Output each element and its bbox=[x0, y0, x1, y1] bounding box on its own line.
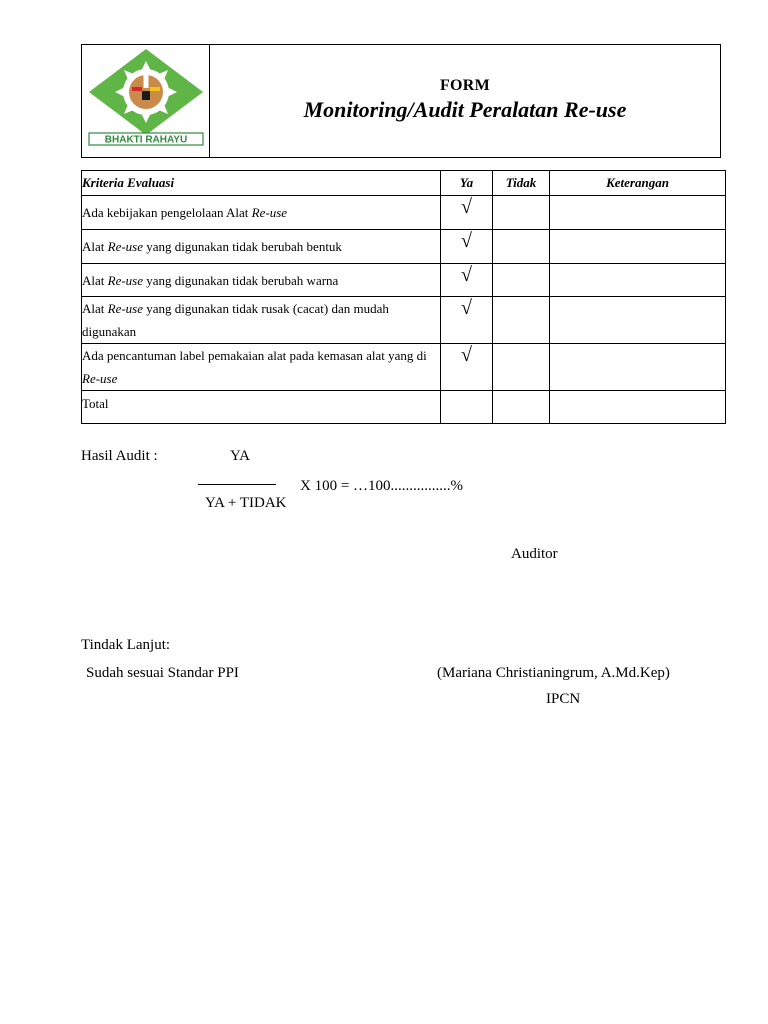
criteria-text: yang digunakan tidak berubah bentuk bbox=[143, 239, 342, 254]
table-header-row bbox=[82, 171, 726, 196]
total-tidak-cell bbox=[493, 391, 550, 424]
criteria-table bbox=[81, 170, 726, 424]
table-row bbox=[82, 264, 726, 297]
criteria-text-italic: Re-use bbox=[82, 371, 118, 386]
table-row bbox=[82, 230, 726, 264]
criteria-text: Ada pencantuman label pemakaian alat pada kemasan alat yang di bbox=[82, 348, 427, 363]
total-ya-cell bbox=[441, 391, 493, 424]
criteria-cell bbox=[82, 196, 441, 230]
criteria-text: yang digunakan tidak rusak (cacat) dan mudah digunakan bbox=[82, 301, 389, 339]
ya-cell: √ bbox=[441, 196, 493, 230]
criteria-text-italic: Re-use bbox=[107, 301, 144, 316]
keterangan-cell bbox=[550, 344, 726, 391]
tidak-cell bbox=[493, 230, 550, 264]
criteria-cell bbox=[82, 264, 441, 297]
tidak-cell bbox=[493, 297, 550, 344]
audit-formula: X 100 = …100................% bbox=[300, 478, 464, 494]
header-kriteria: Kriteria Evaluasi bbox=[82, 171, 441, 196]
table-row bbox=[82, 297, 726, 344]
criteria-text: Alat bbox=[82, 301, 108, 316]
table-row bbox=[82, 196, 726, 230]
total-row bbox=[82, 391, 726, 424]
title-cell bbox=[210, 45, 720, 157]
follow-up-label: Tindak Lanjut: bbox=[81, 637, 171, 653]
signature-role: IPCN bbox=[546, 691, 581, 707]
header-ya: Ya bbox=[441, 171, 493, 196]
ya-cell: √ bbox=[441, 297, 493, 344]
keterangan-cell bbox=[550, 196, 726, 230]
criteria-cell bbox=[82, 344, 441, 391]
ya-cell: √ bbox=[441, 344, 493, 391]
criteria-text: Alat bbox=[82, 239, 108, 254]
keterangan-cell bbox=[550, 264, 726, 297]
form-label: FORM bbox=[439, 77, 491, 94]
fraction-line bbox=[198, 484, 276, 485]
auditor-label: Auditor bbox=[511, 546, 558, 562]
tidak-cell bbox=[493, 264, 550, 297]
ya-cell: √ bbox=[441, 264, 493, 297]
logo-cell bbox=[82, 45, 210, 157]
criteria-cell bbox=[82, 230, 441, 264]
total-keterangan-cell bbox=[550, 391, 726, 424]
total-label: Total bbox=[82, 391, 441, 424]
audit-label: Hasil Audit : bbox=[81, 448, 158, 464]
follow-up-value: Sudah sesuai Standar PPI bbox=[86, 665, 239, 681]
criteria-text: Alat bbox=[82, 272, 108, 288]
audit-numerator: YA bbox=[230, 448, 251, 464]
criteria-text: Ada kebijakan pengelolaan Alat bbox=[82, 205, 252, 220]
table-row bbox=[82, 344, 726, 391]
tidak-cell bbox=[493, 344, 550, 391]
keterangan-cell bbox=[550, 230, 726, 264]
form-header bbox=[81, 44, 721, 158]
form-title: Monitoring/Audit Peralatan Re-use bbox=[303, 97, 627, 122]
bhakti-rahayu-logo bbox=[86, 47, 206, 149]
tidak-cell bbox=[493, 196, 550, 230]
header-tidak: Tidak bbox=[493, 171, 550, 196]
criteria-text-italic: Re-use bbox=[251, 205, 288, 220]
criteria-cell bbox=[82, 297, 441, 344]
criteria-text: yang digunakan tidak berubah warna bbox=[143, 272, 339, 288]
keterangan-cell bbox=[550, 297, 726, 344]
criteria-text-italic: Re-use bbox=[107, 239, 144, 254]
header-keterangan: Keterangan bbox=[550, 171, 726, 196]
ya-cell: √ bbox=[441, 230, 493, 264]
criteria-text-italic: Re-use bbox=[107, 272, 144, 288]
signature-name: (Mariana Christianingrum, A.Md.Kep) bbox=[437, 665, 670, 681]
logo-text: BHAKTI RAHAYU bbox=[104, 134, 188, 146]
audit-denominator: YA + TIDAK bbox=[205, 495, 287, 511]
